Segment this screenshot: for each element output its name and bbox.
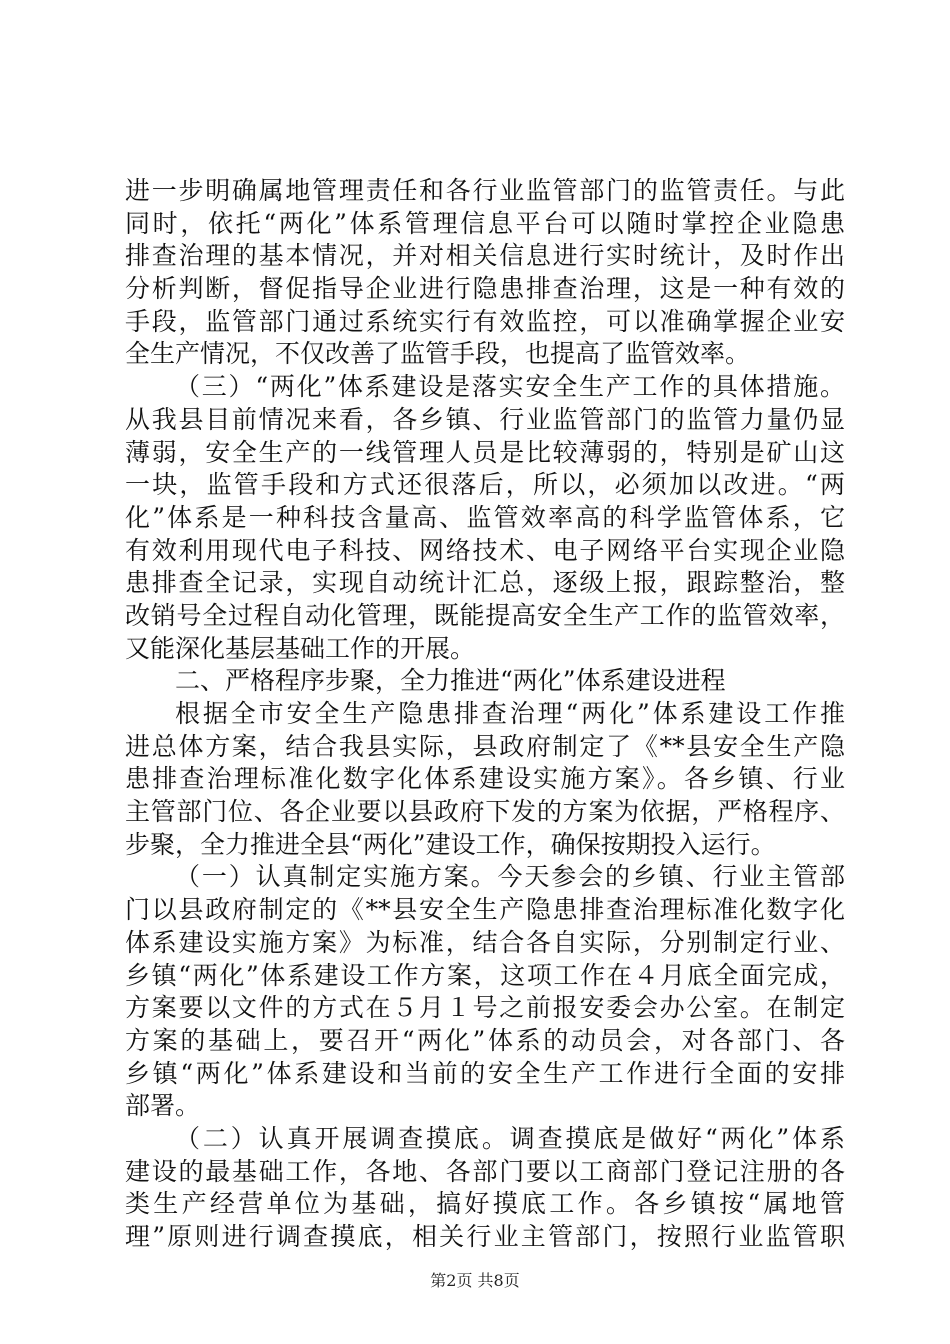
text-line: （三）“两化”体系建设是落实安全生产工作的具体措施。 (175, 372, 845, 402)
text-line: 二、严格程序步聚，全力推进“两化”体系建设进程 (175, 666, 726, 696)
text-line: 一块，监管手段和方式还很落后，所以，必须加以改进。“两 (125, 470, 845, 500)
text-line: 排查治理的基本情况，并对相关信息进行实时统计，及时作出 (125, 241, 845, 271)
text-line: 乡镇“两化”体系建设工作方案，这项工作在４月底全面完成， (125, 960, 845, 990)
text-line: 根据全市安全生产隐患排查治理“两化”体系建设工作推 (175, 699, 845, 728)
text-line: 建设的最基础工作，各地、各部门要以工商部门登记注册的各 (125, 1156, 845, 1186)
text-line: 薄弱，安全生产的一线管理人员是比较薄弱的，特别是矿山这 (125, 437, 845, 467)
text-line: 手段，监管部门通过系统实行有效监控，可以准确掌握企业安 (125, 306, 845, 336)
text-line: 进总体方案，结合我县实际，县政府制定了《**县安全生产隐 (125, 731, 845, 761)
text-line: 部署。 (125, 1091, 201, 1121)
text-line: 有效利用现代电子科技、网络技术、电子网络平台实现企业隐 (125, 535, 845, 565)
text-line: 类生产经营单位为基础，搞好摸底工作。各乡镇按“属地管 (125, 1189, 845, 1219)
page-footer: 第2页 共8页 (430, 1271, 520, 1290)
text-line: 改销号全过程自动化管理，既能提高安全生产工作的监管效率， (125, 600, 845, 630)
text-line: 进一步明确属地管理责任和各行业监管部门的监管责任。与此 (125, 176, 845, 205)
text-line: 患排查治理标准化数字化体系建设实施方案》。各乡镇、行业 (125, 764, 845, 794)
text-line: 化”体系是一种科技含量高、监管效率高的科学监管体系，它 (125, 502, 845, 532)
text-line: 主管部门位、各企业要以县政府下发的方案为依据，严格程序、 (125, 797, 845, 827)
text-line: 方案的基础上，要召开“两化”体系的动员会，对各部门、各 (125, 1025, 845, 1055)
text-line: 方案要以文件的方式在５月１号之前报安委会办公室。在制定 (125, 993, 845, 1023)
text-line: 门以县政府制定的《**县安全生产隐患排查治理标准化数字化 (125, 895, 845, 925)
text-line: 同时，依托“两化”体系管理信息平台可以随时掌控企业隐患 (125, 208, 845, 238)
text-line: 全生产情况，不仅改善了监管手段，也提高了监管效率。 (125, 339, 751, 369)
text-line: 理”原则进行调查摸底，相关行业主管部门，按照行业监管职 (125, 1222, 845, 1251)
text-line: 乡镇“两化”体系建设和当前的安全生产工作进行全面的安排 (125, 1058, 845, 1088)
text-line: （二）认真开展调查摸底。调查摸底是做好“两化”体系 (175, 1123, 845, 1153)
text-line: 又能深化基层基础工作的开展。 (125, 633, 476, 663)
text-line: （一）认真制定实施方案。今天参会的乡镇、行业主管部 (175, 862, 845, 892)
text-line: 分析判断，督促指导企业进行隐患排查治理，这是一种有效的 (125, 274, 845, 304)
text-line: 步聚，全力推进全县“两化”建设工作，确保按期投入运行。 (125, 829, 776, 859)
text-line: 体系建设实施方案》为标准，结合各自实际，分别制定行业、 (125, 927, 845, 957)
text-line: 患排查全记录，实现自动统计汇总，逐级上报，跟踪整治，整 (125, 568, 845, 598)
document-body (125, 175, 845, 1254)
text-line: 从我县目前情况来看，各乡镇、行业监管部门的监管力量仍显 (125, 404, 845, 434)
